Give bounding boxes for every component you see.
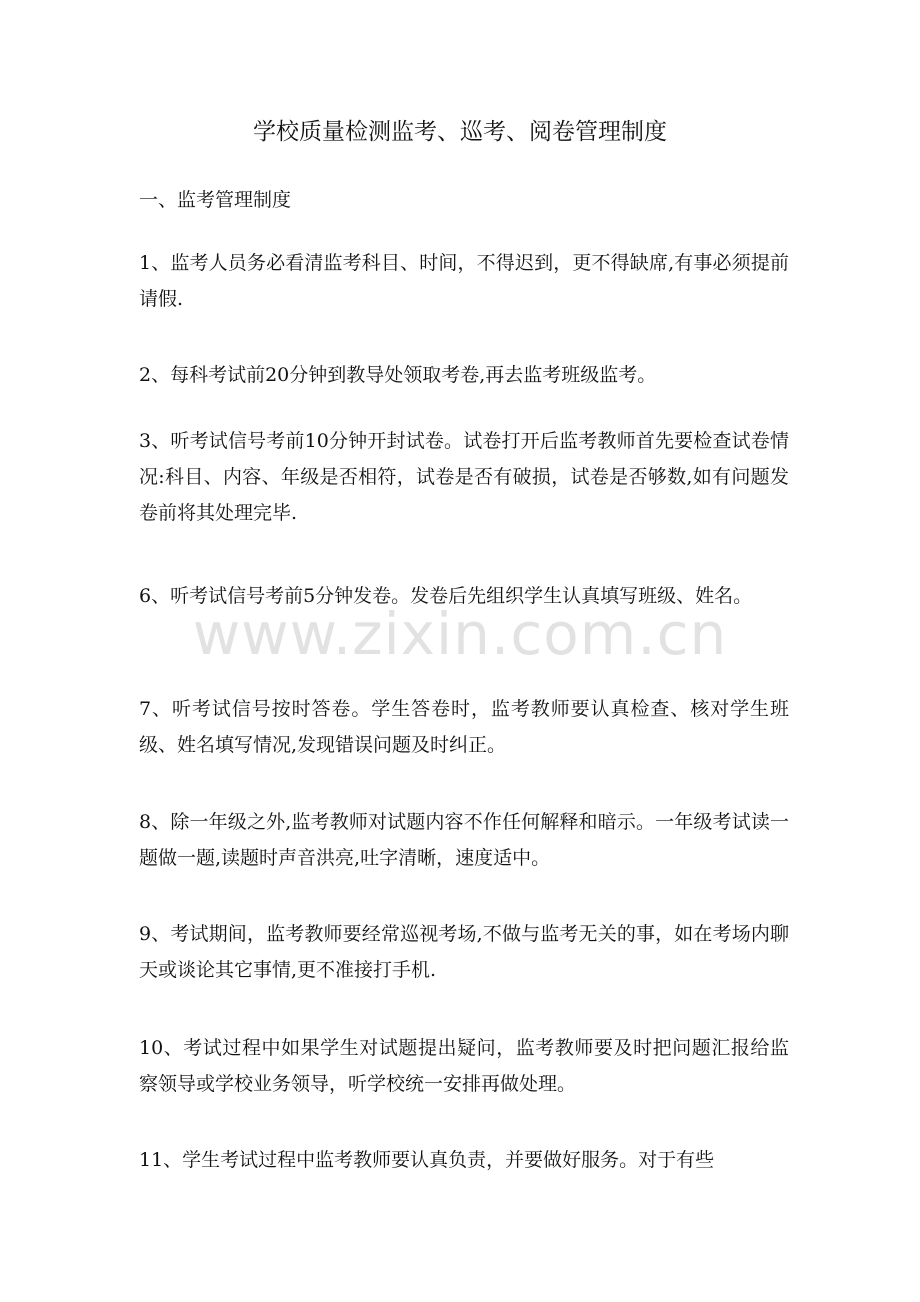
paragraph-item-8: 8、除一年级之外,监考教师对试题内容不作任何解释和暗示。一年级考试读一题做一题,读题时声音洪亮,吐字清晰，速度适中。: [139, 811, 789, 869]
document-title: 学校质量检测监考、巡考、阅卷管理制度: [253, 119, 667, 145]
paragraph-item-7: 7、听考试信号按时答卷。学生答卷时，监考教师要认真检查、核对学生班级、姓名填写情况,发现错误问题及时纠正。: [139, 698, 789, 756]
watermark-text: www.zixin.com.cn: [192, 600, 728, 668]
paragraph-item-10: 10、考试过程中如果学生对试题提出疑问，监考教师要及时把问题汇报给监察领导或学校业务领导，听学校统一安排再做处理。: [139, 1037, 789, 1095]
paragraph-item-3: 3、听考试信号考前10分钟开封试卷。试卷打开后监考教师首先要检查试卷情况:科目、内容、年级是否相符，试卷是否有破损，试卷是否够数,如有问题发卷前将其处理完毕.: [139, 430, 789, 524]
section-heading: 一、监考管理制度: [139, 189, 292, 211]
paragraph-item-11: 11、学生考试过程中监考教师要认真负责，并要做好服务。对于有些: [139, 1149, 715, 1171]
paragraph-item-1: 1、监考人员务必看清监考科目、时间，不得迟到，更不得缺席,有事必须提前请假.: [139, 252, 789, 310]
paragraph-item-2: 2、每科考试前20分钟到教导处领取考卷,再去监考班级监考。: [139, 364, 657, 386]
paragraph-item-6: 6、听考试信号考前5分钟发卷。发卷后先组织学生认真填写班级、姓名。: [139, 585, 753, 607]
paragraph-item-9: 9、考试期间，监考教师要经常巡视考场,不做与监考无关的事，如在考场内聊天或谈论其它事情,更不准接打手机.: [139, 923, 789, 981]
